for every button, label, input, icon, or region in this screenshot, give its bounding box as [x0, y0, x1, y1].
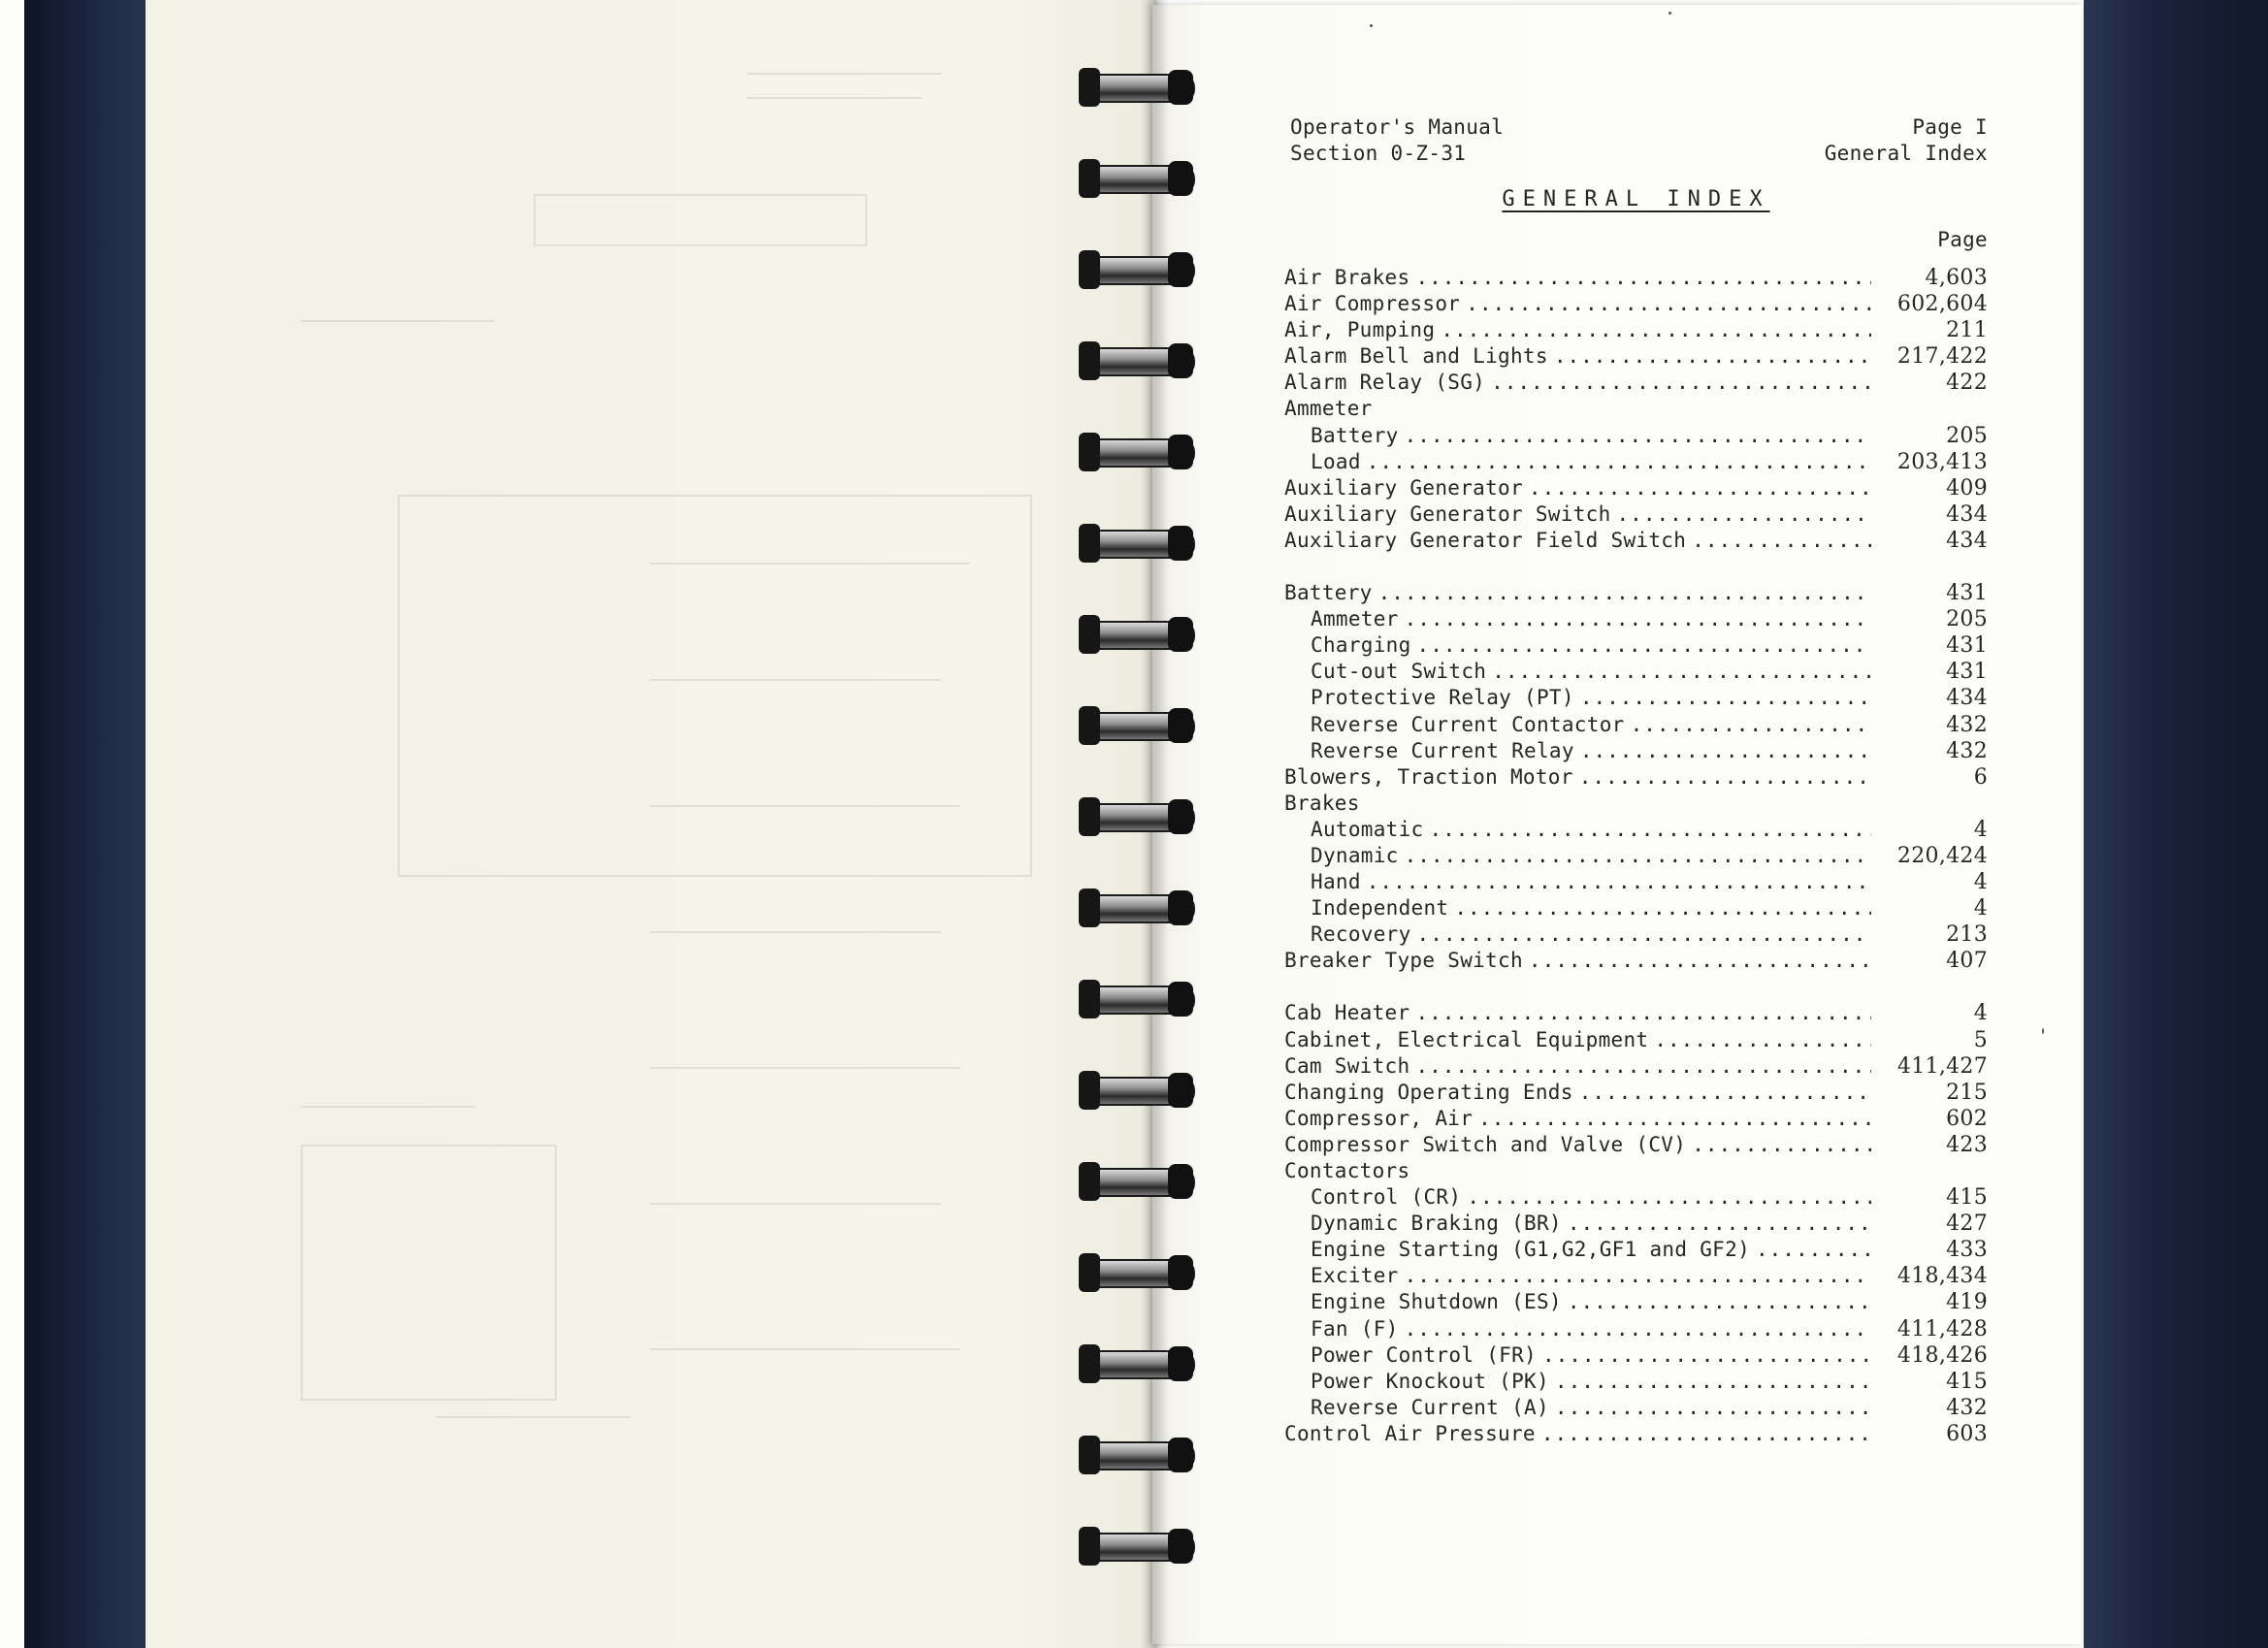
index-subentry	[1284, 921, 1988, 948]
index-entry	[1284, 265, 1988, 291]
entry-page-number: 215	[1946, 1080, 1988, 1105]
entry-label: Reverse Current (A)	[1311, 1395, 1549, 1419]
index-entry	[1284, 396, 1988, 422]
entry-page-number: 431	[1946, 633, 1988, 659]
entry-page-number: 220,424	[1896, 843, 1988, 868]
entry-label: Exciter	[1311, 1264, 1399, 1288]
binding-coil	[1079, 1069, 1195, 1112]
entry-page-number: 433	[1946, 1238, 1988, 1263]
entry-page-number: 205	[1946, 423, 1988, 448]
entry-label: Power Knockout (PK)	[1311, 1369, 1549, 1393]
index-entry	[1284, 1106, 1988, 1132]
entry-label: Alarm Bell and Lights	[1284, 344, 1548, 369]
scan-speck	[2042, 1028, 2044, 1034]
entry-page-number: 203,413	[1896, 449, 1988, 474]
index-entry	[1284, 580, 1988, 606]
entry-label: Protective Relay (PT)	[1311, 686, 1574, 710]
dot-leader	[1409, 1000, 1871, 1026]
dot-leader	[1573, 1080, 1871, 1106]
general-index-document	[1284, 114, 1988, 1447]
index-entry	[1284, 1000, 1988, 1026]
binding-coil	[1079, 522, 1195, 565]
index-entry	[1284, 948, 1988, 974]
binding-coil	[1079, 795, 1195, 838]
entry-label: Air Compressor	[1284, 292, 1461, 316]
dot-leader	[1424, 817, 1872, 843]
left-page-blank	[146, 0, 1154, 1648]
entry-label: Load	[1311, 449, 1361, 473]
binding-coil	[1079, 157, 1195, 200]
entry-page-number: 411,428	[1896, 1316, 1988, 1341]
dot-leader	[1536, 1421, 1871, 1447]
index-entry	[1284, 791, 1988, 817]
entry-page-number: 6	[1973, 764, 1988, 790]
entry-page-number: 432	[1946, 712, 1988, 737]
binding-coil	[1079, 704, 1195, 747]
binder-cover-right	[2084, 0, 2268, 1648]
entry-label: Control (CR)	[1311, 1185, 1462, 1210]
entry-page-number: 411,427	[1896, 1053, 1988, 1079]
entry-label: Recovery	[1311, 922, 1411, 947]
entry-page-number: 603	[1946, 1421, 1988, 1446]
dot-leader	[1399, 1263, 1871, 1289]
dot-leader	[1549, 1369, 1871, 1395]
index-subentry	[1284, 869, 1988, 895]
dot-leader	[1573, 764, 1871, 791]
binding-coil	[1079, 887, 1195, 929]
entry-label: Battery	[1284, 581, 1373, 605]
index-subentry	[1284, 685, 1988, 711]
entry-page-number: 418,434	[1896, 1264, 1988, 1289]
manual-title: Operator's Manual	[1290, 115, 1505, 139]
header-right	[1825, 114, 1988, 167]
index-entry	[1284, 1027, 1988, 1053]
entry-label: Auxiliary Generator Field Switch	[1284, 528, 1687, 552]
group-spacer	[1284, 974, 1988, 1000]
binding-coil	[1079, 1160, 1195, 1203]
index-entry	[1284, 501, 1988, 528]
entry-page-number: 4	[1973, 896, 1988, 921]
binding-coil	[1079, 66, 1195, 109]
dot-leader	[1523, 475, 1871, 501]
dot-leader	[1461, 1184, 1871, 1211]
entry-page-number: 213	[1946, 922, 1988, 948]
header-left	[1290, 114, 1504, 167]
dot-leader	[1399, 1316, 1871, 1342]
scan-speck	[1669, 12, 1671, 15]
entry-page-number: 205	[1946, 607, 1988, 632]
binding-coil	[1079, 978, 1195, 1020]
dot-leader	[1750, 1237, 1871, 1263]
index-entry	[1284, 1053, 1988, 1080]
entry-page-number: 415	[1946, 1369, 1988, 1394]
entry-page-number: 423	[1946, 1132, 1988, 1157]
dot-leader	[1361, 869, 1871, 895]
entry-label: Hand	[1311, 870, 1361, 894]
entry-label: Compressor, Air	[1284, 1106, 1474, 1130]
dot-leader	[1537, 1342, 1871, 1369]
entry-label: Alarm Relay (SG)	[1284, 371, 1486, 395]
header-index-label: General Index	[1824, 142, 1988, 165]
entry-page-number: 434	[1946, 686, 1988, 711]
index-subentry	[1284, 738, 1988, 764]
dot-leader	[1562, 1289, 1871, 1315]
index-subentry	[1284, 1342, 1988, 1369]
entry-label: Engine Starting (G1,G2,GF1 and GF2)	[1311, 1238, 1751, 1262]
page-header	[1284, 114, 1988, 167]
entry-page-number: 407	[1946, 949, 1988, 974]
binding-coil	[1079, 1342, 1195, 1385]
entry-page-number: 602	[1946, 1106, 1988, 1131]
index-subentry	[1284, 449, 1988, 475]
entry-label: Cabinet, Electrical Equipment	[1284, 1027, 1649, 1051]
scan-speck	[1370, 24, 1373, 27]
entry-page-number: 434	[1946, 501, 1988, 527]
entry-page-number: 427	[1946, 1212, 1988, 1237]
index-entry	[1284, 1421, 1988, 1447]
entry-page-number: 4	[1973, 1001, 1988, 1026]
index-subentry	[1284, 843, 1988, 869]
entry-page-number: 4	[1973, 817, 1988, 842]
entry-page-number: 431	[1946, 581, 1988, 606]
index-subentry	[1284, 1211, 1988, 1237]
index-subentry	[1284, 1263, 1988, 1289]
index-entry	[1284, 291, 1988, 317]
dot-leader	[1549, 1395, 1871, 1421]
entry-label: Charging	[1311, 633, 1411, 658]
entry-page-number: 431	[1946, 660, 1988, 685]
index-subentry	[1284, 1395, 1988, 1421]
dot-leader	[1409, 1053, 1871, 1080]
entry-label: Independent	[1311, 896, 1449, 921]
entry-label: Auxiliary Generator Switch	[1284, 501, 1611, 526]
entry-label: Control Air Pressure	[1284, 1421, 1536, 1445]
entry-label: Brakes	[1284, 791, 1360, 815]
binding-coil	[1079, 431, 1195, 473]
binding-coil	[1079, 613, 1195, 656]
entry-label: Auxiliary Generator	[1284, 475, 1523, 500]
dot-leader	[1574, 685, 1871, 711]
dot-leader	[1473, 1106, 1871, 1132]
dot-leader	[1648, 1027, 1871, 1053]
dot-leader	[1548, 343, 1871, 370]
entry-page-number: 422	[1946, 371, 1988, 396]
index-subentry	[1284, 1184, 1988, 1211]
entry-label: Breaker Type Switch	[1284, 949, 1523, 973]
binder-cover-left	[24, 0, 150, 1648]
entry-label: Battery	[1311, 423, 1399, 447]
dot-leader	[1448, 895, 1871, 921]
dot-leader	[1409, 265, 1871, 291]
index-entry	[1284, 370, 1988, 396]
entry-label: Blowers, Traction Motor	[1284, 764, 1573, 789]
index-entry	[1284, 1132, 1988, 1158]
entry-label: Engine Shutdown (ES)	[1311, 1290, 1562, 1314]
dot-leader	[1574, 738, 1871, 764]
dot-leader	[1411, 921, 1871, 948]
entry-page-number: 5	[1973, 1027, 1988, 1052]
dot-leader	[1373, 580, 1871, 606]
entry-page-number: 211	[1946, 318, 1988, 343]
index-subentry	[1284, 1369, 1988, 1395]
entry-page-number: 409	[1946, 475, 1988, 501]
index-subentry	[1284, 1289, 1988, 1315]
entry-label: Air, Pumping	[1284, 318, 1436, 342]
index-subentry	[1284, 1316, 1988, 1342]
entry-page-number: 432	[1946, 738, 1988, 763]
entry-label: Air Brakes	[1284, 266, 1410, 289]
dot-leader	[1686, 528, 1871, 554]
index-subentry	[1284, 423, 1988, 449]
index-entry	[1284, 343, 1988, 370]
dot-leader	[1411, 632, 1871, 659]
entry-label: Automatic	[1311, 817, 1424, 841]
index-entry	[1284, 317, 1988, 343]
index-entry	[1284, 764, 1988, 791]
dot-leader	[1611, 501, 1871, 528]
index-subentry	[1284, 817, 1988, 843]
index-entry	[1284, 475, 1988, 501]
entry-page-number: 217,422	[1896, 344, 1988, 370]
entry-page-number: 418,426	[1896, 1342, 1988, 1368]
binding-coil	[1079, 248, 1195, 291]
entry-page-number: 434	[1946, 528, 1988, 553]
entry-label: Fan (F)	[1311, 1316, 1399, 1341]
index-entry	[1284, 528, 1988, 554]
binding-coil	[1079, 1525, 1195, 1567]
dot-leader	[1523, 948, 1871, 974]
page-title: GENERAL INDEX	[1502, 187, 1770, 211]
dot-leader	[1399, 606, 1871, 632]
entry-label: Changing Operating Ends	[1284, 1080, 1573, 1104]
binding-coil	[1079, 1251, 1195, 1294]
entry-label: Cut-out Switch	[1311, 660, 1487, 684]
index-subentry	[1284, 659, 1988, 685]
entry-label: Reverse Current Relay	[1311, 738, 1574, 762]
entry-label: Ammeter	[1311, 607, 1399, 631]
binding-coil	[1079, 339, 1195, 382]
entry-label: Ammeter	[1284, 397, 1373, 421]
entry-label: Power Control (FR)	[1311, 1342, 1537, 1367]
dot-leader	[1361, 449, 1871, 475]
index-list	[1284, 265, 1988, 1447]
dot-leader	[1686, 1132, 1871, 1158]
entry-page-number: 4,603	[1925, 266, 1988, 290]
dot-leader	[1486, 659, 1871, 685]
entry-label: Cam Switch	[1284, 1053, 1410, 1078]
entry-page-number: 419	[1946, 1290, 1988, 1315]
index-subentry	[1284, 895, 1988, 921]
section-label: Section 0-Z-31	[1290, 142, 1467, 165]
dot-leader	[1399, 423, 1871, 449]
dot-leader	[1625, 712, 1871, 738]
entry-label: Cab Heater	[1284, 1001, 1410, 1025]
group-spacer	[1284, 554, 1988, 580]
dot-leader	[1435, 317, 1871, 343]
entry-label: Contactors	[1284, 1159, 1410, 1182]
dot-leader	[1460, 291, 1871, 317]
entry-label: Dynamic	[1311, 843, 1399, 867]
index-subentry	[1284, 712, 1988, 738]
entry-page-number: 4	[1973, 870, 1988, 895]
page-column-label: Page	[1937, 228, 1988, 251]
entry-label: Dynamic Braking (BR)	[1311, 1212, 1562, 1236]
entry-page-number: 602,604	[1896, 292, 1988, 317]
dot-leader	[1562, 1211, 1871, 1237]
index-subentry	[1284, 1237, 1988, 1263]
entry-label: Compressor Switch and Valve (CV)	[1284, 1132, 1687, 1156]
entry-label: Reverse Current Contactor	[1311, 712, 1625, 736]
binding-coil	[1079, 1434, 1195, 1476]
index-entry	[1284, 1080, 1988, 1106]
index-subentry	[1284, 606, 1988, 632]
dot-leader	[1485, 370, 1871, 396]
index-entry	[1284, 1158, 1988, 1184]
show-through-bleed	[146, 0, 1154, 1648]
entry-page-number: 432	[1946, 1395, 1988, 1420]
index-subentry	[1284, 632, 1988, 659]
dot-leader	[1399, 843, 1871, 869]
page-number: Page I	[1912, 115, 1988, 139]
entry-page-number: 415	[1946, 1185, 1988, 1211]
